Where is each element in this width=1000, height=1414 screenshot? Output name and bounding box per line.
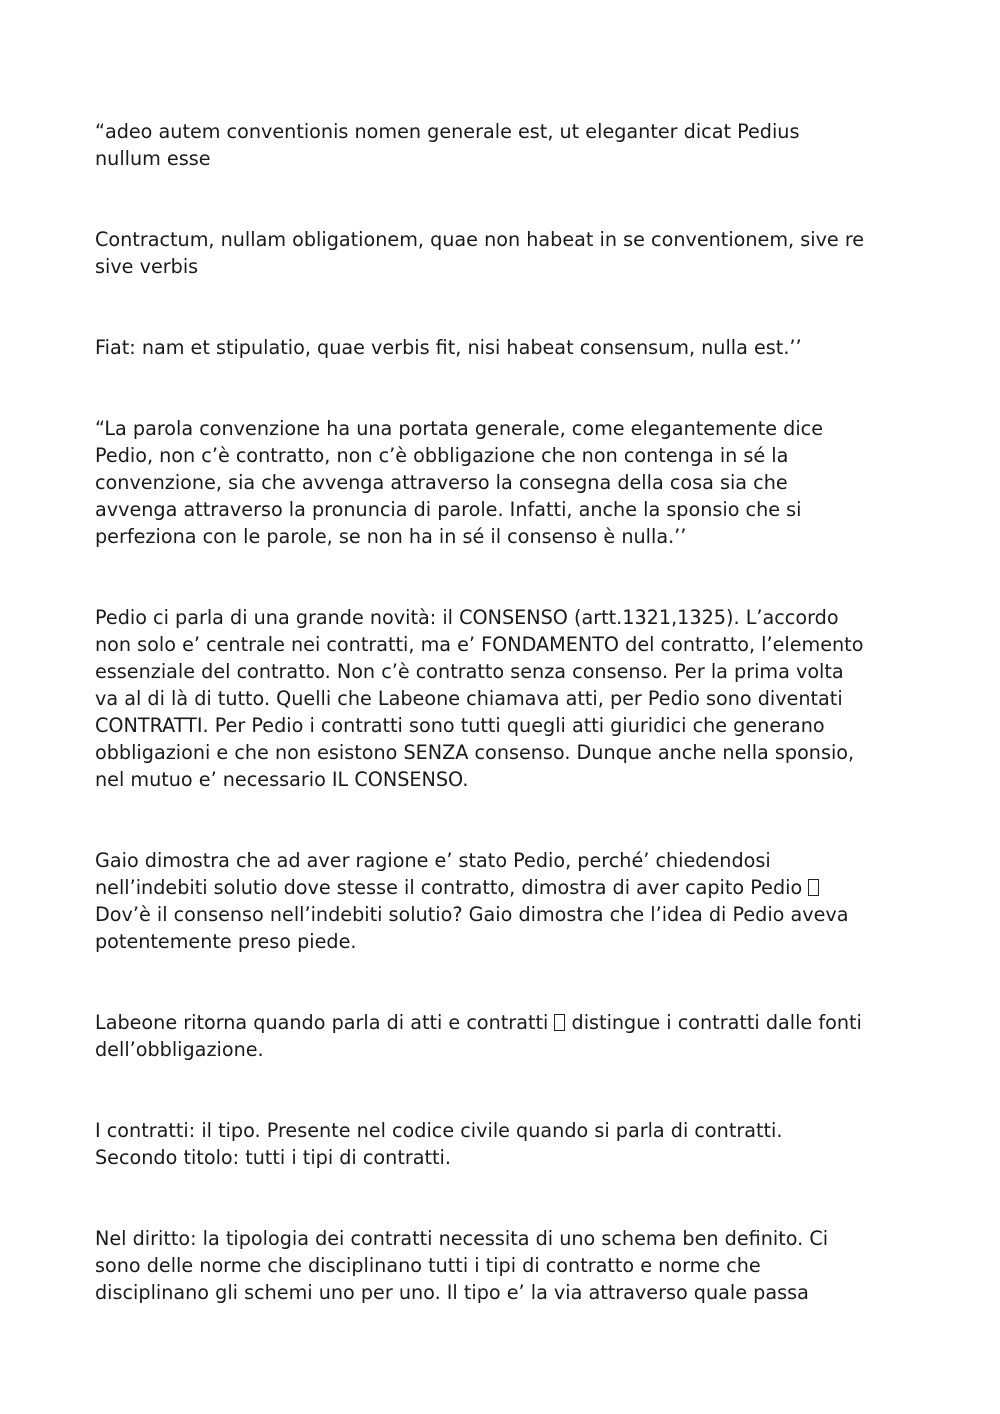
text-line: potentemente preso piede. bbox=[95, 930, 357, 953]
text-line: Pedio ci parla di una grande novità: il CONSENSO (artt.1321,1325). L’accordo bbox=[95, 606, 839, 629]
text-line: sive verbis bbox=[95, 255, 199, 278]
text-fragment: distingue i contratti dalle fonti bbox=[565, 1011, 862, 1034]
text-line: I contratti: il tipo. Presente nel codice civile quando si parla di contratti. bbox=[95, 1119, 783, 1142]
italian-translation-paragraph bbox=[95, 415, 907, 550]
text-line: obbligazioni e che non esistono SENZA consenso. Dunque anche nella sponsio, bbox=[95, 741, 855, 764]
text-line: “La parola convenzione ha una portata generale, come elegantemente dice bbox=[95, 417, 824, 440]
text-line: avvenga attraverso la pronuncia di parole. Infatti, anche la sponsio che si bbox=[95, 498, 802, 521]
text-line: Secondo titolo: tutti i tipi di contratti. bbox=[95, 1146, 451, 1169]
text-line: dell’obbligazione. bbox=[95, 1038, 264, 1061]
text-line: essenziale del contratto. Non c’è contratto senza consenso. Per la prima volta bbox=[95, 660, 844, 683]
missing-glyph-icon bbox=[554, 1014, 565, 1031]
text-line: perfeziona con le parole, se non ha in sé il consenso è nulla.’’ bbox=[95, 525, 687, 548]
pedio-consenso-paragraph bbox=[95, 604, 907, 793]
diritto-tipologia-paragraph bbox=[95, 1225, 907, 1306]
text-line: sono delle norme che disciplinano tutti i tipi di contratto e norme che bbox=[95, 1254, 761, 1277]
latin-quote-paragraph-2 bbox=[95, 226, 907, 280]
text-line: nullum esse bbox=[95, 147, 211, 170]
text-line: CONTRATTI. Per Pedio i contratti sono tutti quegli atti giuridici che generano bbox=[95, 714, 825, 737]
labeone-paragraph bbox=[95, 1009, 907, 1063]
text-line: Contractum, nullam obligationem, quae non habeat in se conventionem, sive re bbox=[95, 228, 865, 251]
text-line: Gaio dimostra che ad aver ragione e’ stato Pedio, perché’ chiedendosi bbox=[95, 849, 771, 872]
text-line: Dov’è il consenso nell’indebiti solutio? Gaio dimostra che l’idea di Pedio aveva bbox=[95, 903, 849, 926]
contratti-tipo-paragraph bbox=[95, 1117, 907, 1171]
latin-quote-paragraph-1 bbox=[95, 118, 907, 172]
text-line: Fiat: nam et stipulatio, quae verbis fit, nisi habeat consensum, nulla est.’’ bbox=[95, 336, 802, 359]
text-line: disciplinano gli schemi uno per uno. Il tipo e’ la via attraverso quale passa bbox=[95, 1281, 809, 1304]
latin-quote-paragraph-3 bbox=[95, 334, 907, 361]
text-fragment: nell’indebiti solutio dove stesse il contratto, dimostra di aver capito Pedio bbox=[95, 876, 809, 899]
text-line bbox=[95, 874, 907, 901]
text-fragment: Labeone ritorna quando parla di atti e contratti bbox=[95, 1011, 555, 1034]
text-line: Nel diritto: la tipologia dei contratti necessita di uno schema ben definito. Ci bbox=[95, 1227, 829, 1250]
text-line: nel mutuo e’ necessario IL CONSENSO. bbox=[95, 768, 469, 791]
gaio-paragraph bbox=[95, 847, 907, 955]
text-line bbox=[95, 1009, 907, 1036]
text-line: Pedio, non c’è contratto, non c’è obbligazione che non contenga in sé la bbox=[95, 444, 789, 467]
text-line: “adeo autem conventionis nomen generale est, ut eleganter dicat Pedius bbox=[95, 120, 800, 143]
text-line: va al di là di tutto. Quelli che Labeone chiamava atti, per Pedio sono diventati bbox=[95, 687, 843, 710]
missing-glyph-icon bbox=[808, 879, 819, 896]
text-line: convenzione, sia che avvenga attraverso la consegna della cosa sia che bbox=[95, 471, 788, 494]
text-line: non solo e’ centrale nei contratti, ma e’ FONDAMENTO del contratto, l’elemento bbox=[95, 633, 864, 656]
